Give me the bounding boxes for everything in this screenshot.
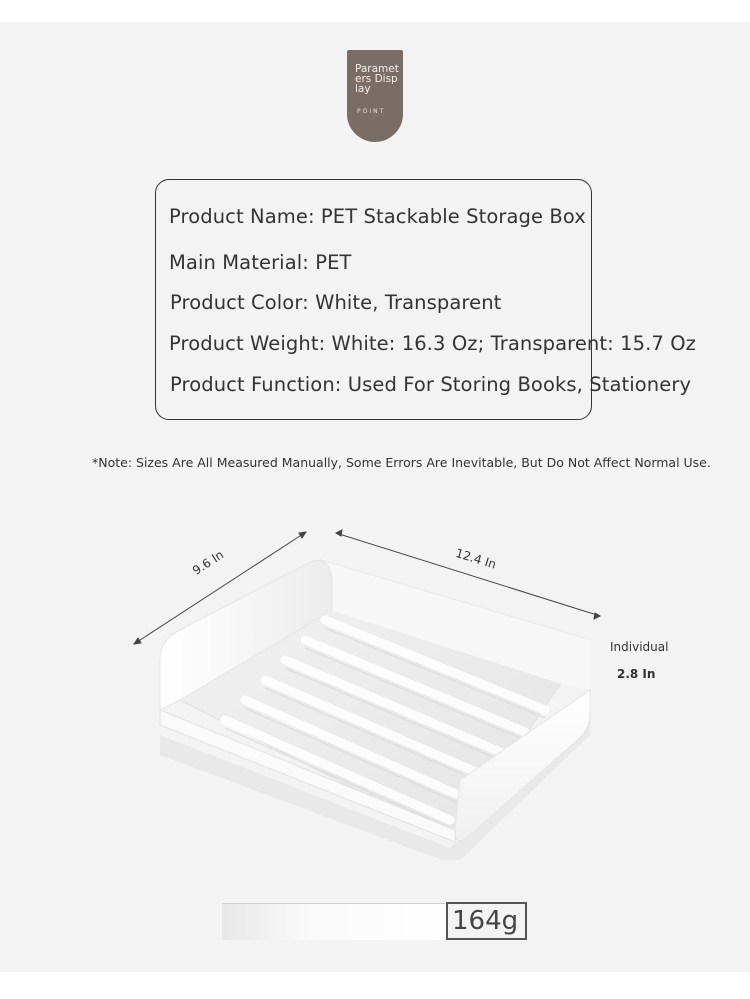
param-product-color: Product Color: White, Transparent — [170, 291, 502, 314]
measurement-note: *Note: Sizes Are All Measured Manually, Some Errors Are Inevitable, But Do Not Affect Normal Use. — [92, 455, 711, 470]
section-tag — [347, 50, 403, 142]
section-tag-title: Parameters Display — [355, 63, 399, 95]
dimension-height: 2.8 In — [617, 667, 656, 681]
param-product-weight: Product Weight: White: 16.3 Oz; Transparent: 15.7 Oz — [169, 332, 696, 355]
weight-readout: 164g — [446, 902, 527, 940]
param-product-name: Product Name: PET Stackable Storage Box — [169, 205, 586, 228]
dimension-width: 12.4 In — [453, 546, 498, 572]
section-tag-subtitle: POINT — [357, 108, 386, 115]
param-main-material: Main Material: PET — [169, 251, 352, 274]
top-margin — [0, 0, 750, 22]
dimension-label: Individual — [610, 640, 669, 654]
param-product-function: Product Function: Used For Storing Books, Stationery — [170, 373, 692, 396]
dimension-depth: 9.6 In — [190, 547, 227, 578]
weight-scale — [222, 903, 448, 940]
bottom-margin — [0, 972, 750, 999]
